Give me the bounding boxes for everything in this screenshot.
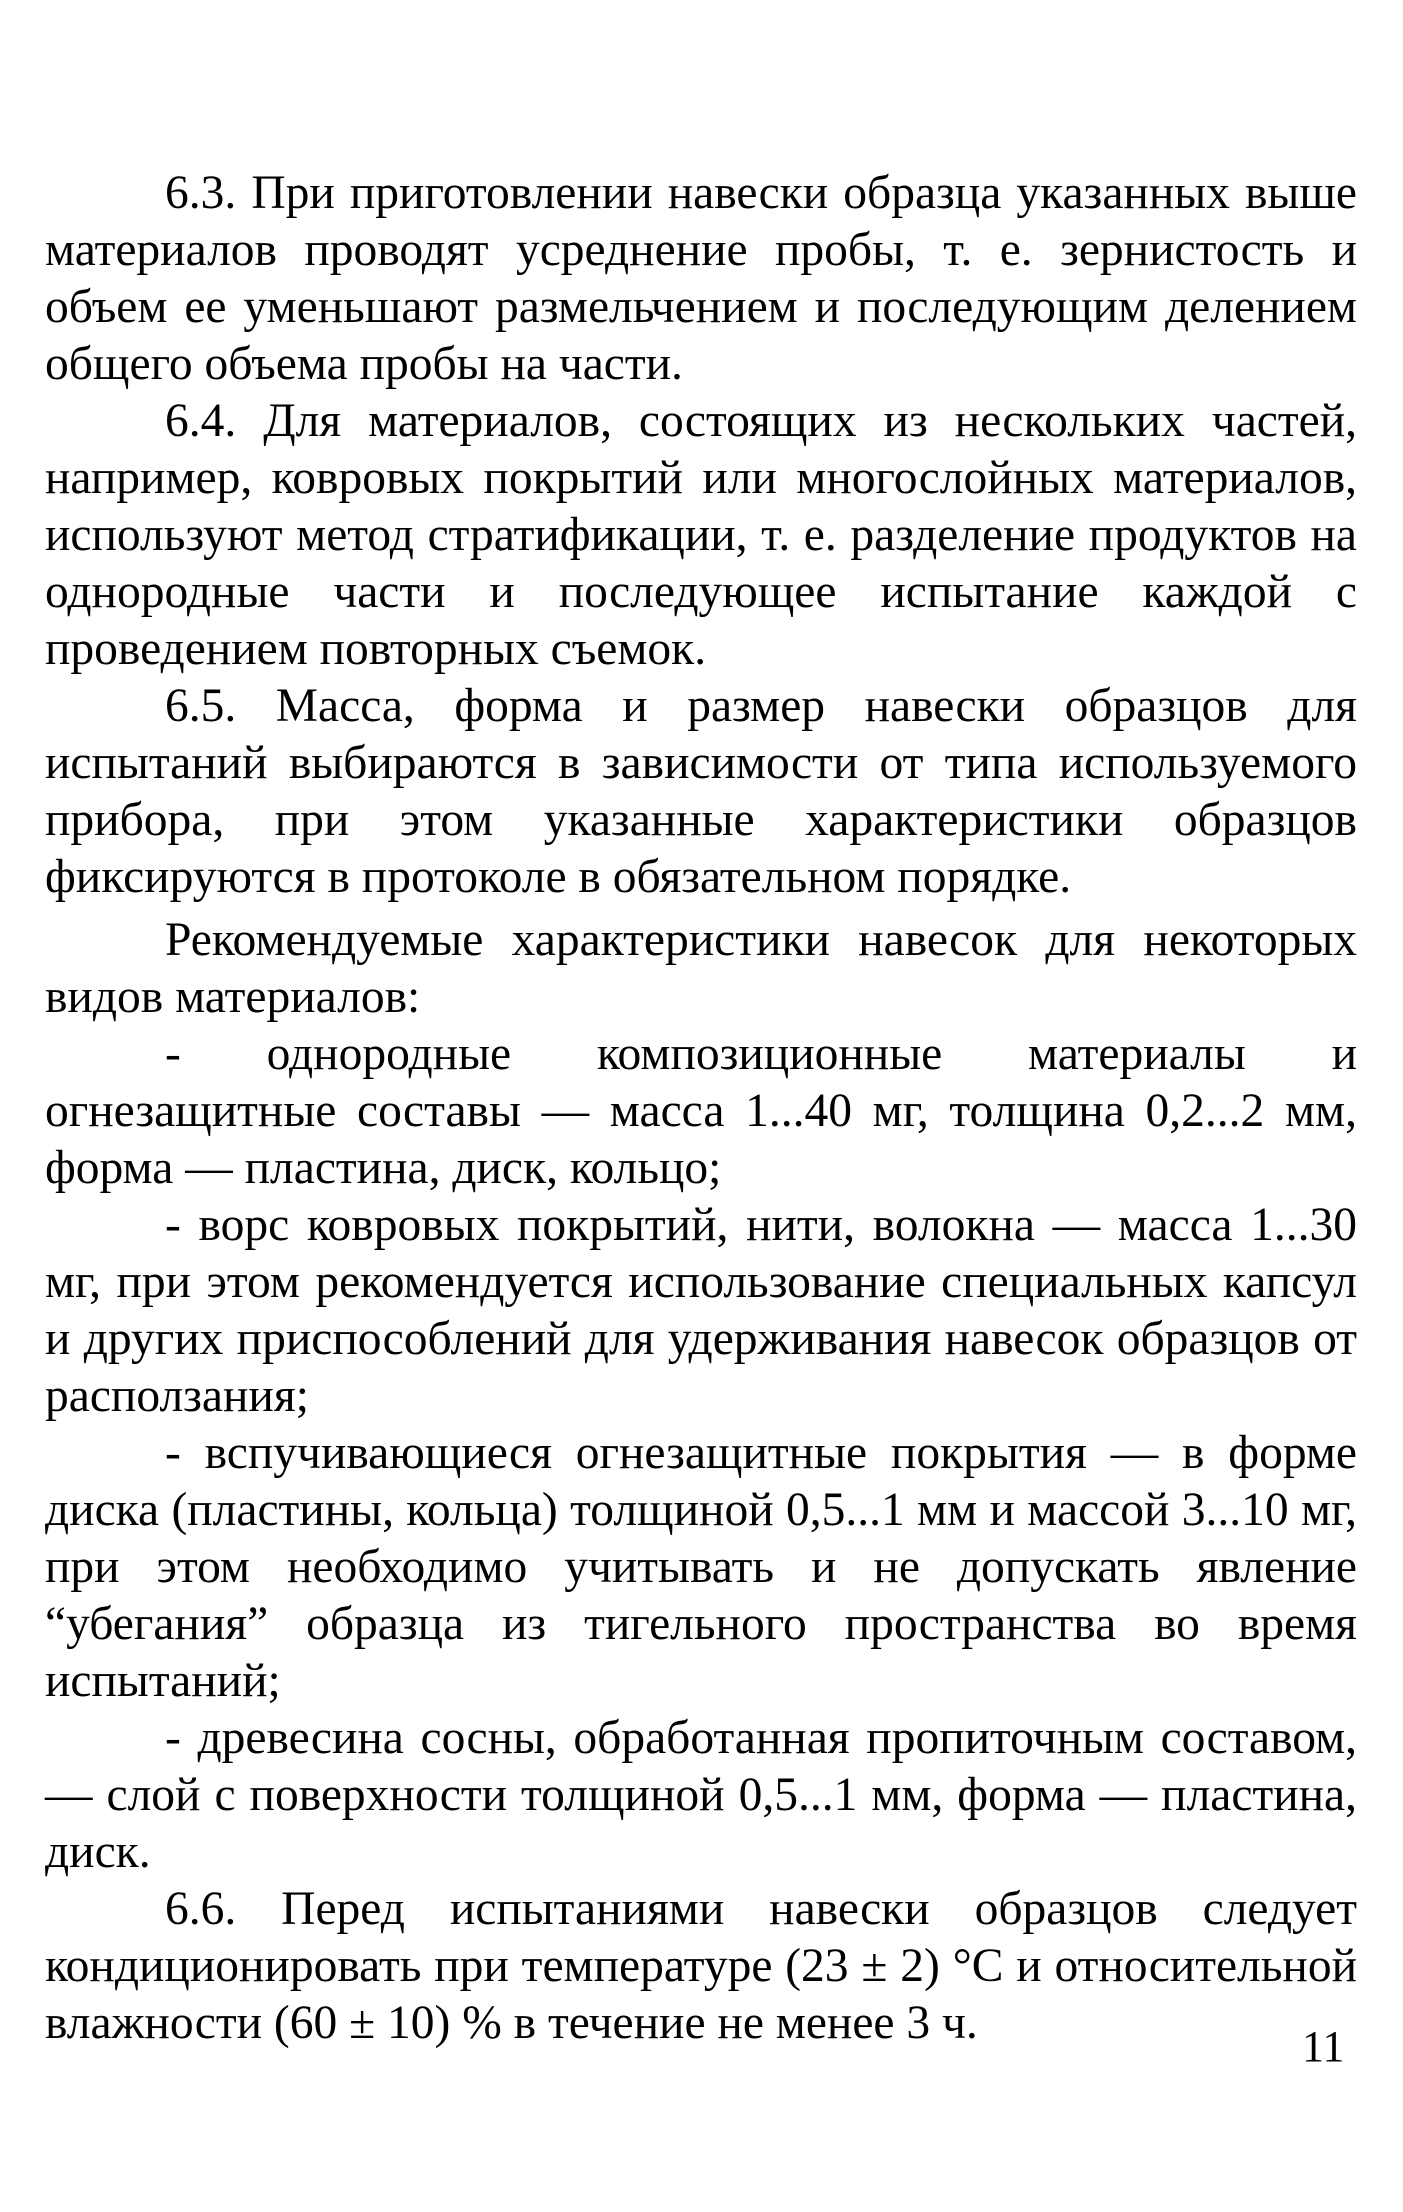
document-body bbox=[45, 165, 1357, 2052]
page-number: 11 bbox=[1302, 2022, 1345, 2071]
list-item-carpet-pile: - ворс ковровых покрытий, нити, волокна — масса 1...30 мг, при этом рекомендуется использование специальных капсул и других приспособлений для удерживания навесок образцов от расползания; bbox=[45, 1199, 1357, 1422]
list-item-composite-materials: - однородные композиционные материалы и огнезащитные составы — масса 1...40 мг, толщина 0,2...2 мм, форма — пластина, диск, кольцо; bbox=[45, 1028, 1357, 1194]
paragraph-6-6: 6.6. Перед испытаниями навески образцов следует кондиционировать при температуре (23 ± 2) °С и относительной влажности (60 ± 10) % в течение не менее 3 ч. bbox=[45, 1883, 1357, 2049]
paragraph-6-4: 6.4. Для материалов, состоящих из нескольких частей, например, ковровых покрытий или многослойных материалов, используют метод стратификации, т. е. разделение продуктов на однородные части и последующее испытание каждой с проведением повторных съемок. bbox=[45, 395, 1357, 675]
paragraph-recommended-intro: Рекомендуемые характеристики навесок для некоторых видов материалов: bbox=[45, 914, 1357, 1023]
list-item-pine-wood: - древесина сосны, обработанная пропиточным составом, — слой с поверхности толщиной 0,5...1 мм, форма — пластина, диск. bbox=[45, 1712, 1357, 1878]
paragraph-6-5: 6.5. Масса, форма и размер навески образцов для испытаний выбираются в зависимости от типа используемого прибора, при этом указанные характеристики образцов фиксируются в протоколе в обязательном порядке. bbox=[45, 680, 1357, 903]
list-item-intumescent-coatings: - вспучивающиеся огнезащитные покрытия — в форме диска (пластины, кольца) толщиной 0,5...1 мм и массой 3...10 мг, при этом необходимо учитывать и не допускать явление “убегания” образца из тигельного пространства во время испытаний; bbox=[45, 1427, 1357, 1707]
paragraph-6-3: 6.3. При приготовлении навески образца указанных выше материалов проводят усреднение пробы, т. е. зернистость и объем ее уменьшают размельчением и последующим делением общего объема пробы на части. bbox=[45, 167, 1357, 390]
